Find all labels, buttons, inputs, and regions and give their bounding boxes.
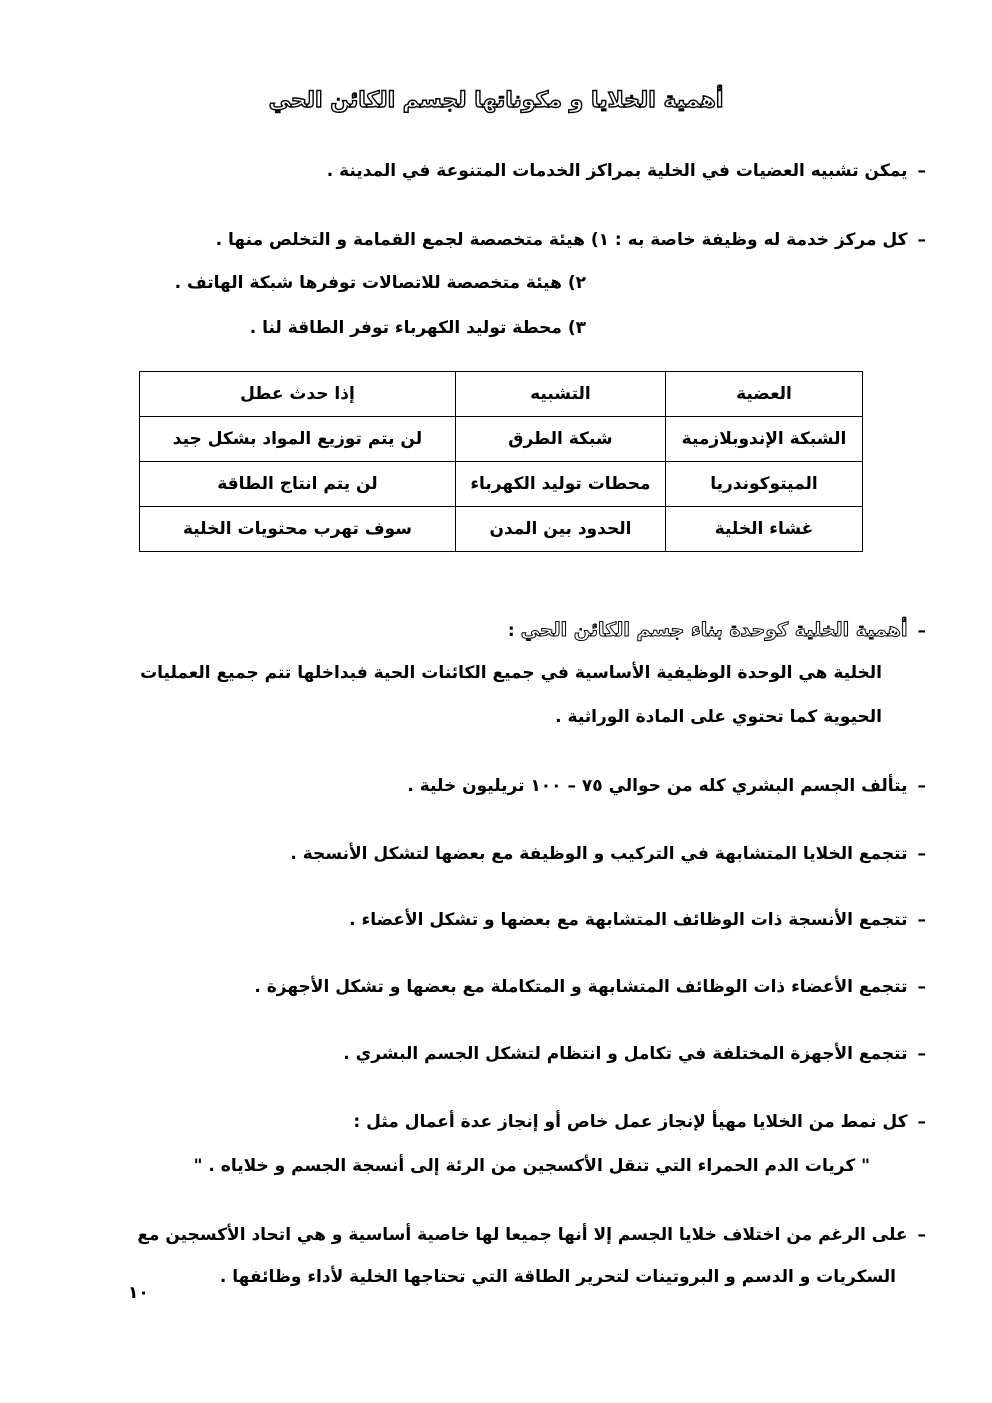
bullet-dash: – bbox=[917, 776, 926, 796]
definition-paragraph-line: الخلية هي الوحدة الوظيفية الأساسية في جميع الكائنات الحية فبداخلها تتم جميع العمليات bbox=[140, 663, 882, 683]
final-text-1: على الرغم من اختلاف خلايا الجسم إلا أنها جميعا لها خاصية أساسية و هي اتحاد الأكسجين مع bbox=[137, 1225, 908, 1245]
bullet-text: يتألف الجسم البشري كله من حوالي ٧٥ – ١٠٠ تريليون خلية . bbox=[407, 776, 908, 796]
intro-line bbox=[216, 227, 926, 253]
table-cell: لن يتم انتاج الطاقة bbox=[140, 462, 456, 507]
bullet-text: كل نمط من الخلايا مهيأ لإنجاز عمل خاص أو إنجاز عدة أعمال مثل : bbox=[353, 1112, 908, 1132]
section-heading-text: أهمية الخلية كوحدة بناء جسم الكائن الحي bbox=[520, 619, 908, 641]
bullet-dash: – bbox=[917, 844, 926, 864]
bullet-text: تتجمع الأنسجة ذات الوظائف المتشابهة مع بعضها و تشكل الأعضاء . bbox=[349, 910, 908, 930]
bullet-item bbox=[353, 1109, 926, 1135]
bullet-dash: – bbox=[917, 161, 926, 181]
section-heading bbox=[508, 617, 926, 644]
intro-sub-item: ٢) هيئة متخصصة للاتصالات توفرها شبكة الهاتف . bbox=[174, 273, 586, 293]
bullet-dash: – bbox=[917, 621, 926, 641]
table-row bbox=[140, 417, 863, 462]
table-cell: سوف تهرب محتويات الخلية bbox=[140, 507, 456, 552]
table-cell: الحدود بين المدن bbox=[455, 507, 665, 552]
organelle-table bbox=[139, 371, 863, 552]
bullet-text: تتجمع الأعضاء ذات الوظائف المتشابهة و المتكاملة مع بعضها و تشكل الأجهزة . bbox=[254, 977, 908, 997]
intro-text-2: كل مركز خدمة له وظيفة خاصة به : ١) هيئة متخصصة لجمع القمامة و التخلص منها . bbox=[215, 230, 908, 250]
page-title: أهمية الخلايا و مكوناتها لجسم الكائن الحي bbox=[268, 88, 724, 113]
example-quote: " كريات الدم الحمراء التي تنقل الأكسجين من الرئة إلى أنسجة الجسم و خلاياه . " bbox=[193, 1156, 870, 1176]
bullet-item bbox=[407, 773, 926, 799]
table-header-cell: العضية bbox=[665, 372, 862, 417]
table-cell: الميتوكوندريا bbox=[665, 462, 862, 507]
table-cell: الشبكة الإندوبلازمية bbox=[665, 417, 862, 462]
intro-sub-item: ٣) محطة توليد الكهرباء توفر الطاقة لنا . bbox=[249, 318, 586, 338]
definition-paragraph-line: الحيوية كما تحتوي على المادة الوراثية . bbox=[555, 707, 882, 727]
intro-text-1: يمكن تشبيه العضيات في الخلية بمراكز الخدمات المتنوعة في المدينة . bbox=[326, 161, 908, 181]
table-header-cell: إذا حدث عطل bbox=[140, 372, 456, 417]
table-cell: شبكة الطرق bbox=[455, 417, 665, 462]
bullet-dash: – bbox=[917, 230, 926, 250]
bullet-text: تتجمع الأجهزة المختلفة في تكامل و انتظام لتشكل الجسم البشري . bbox=[343, 1044, 908, 1064]
table-row bbox=[140, 507, 863, 552]
table-cell: محطات توليد الكهرباء bbox=[455, 462, 665, 507]
bullet-dash: – bbox=[917, 1225, 926, 1245]
bullet-dash: – bbox=[917, 1112, 926, 1132]
bullet-item bbox=[254, 974, 926, 1000]
page-number: ١٠ bbox=[128, 1283, 149, 1303]
section-heading-colon: : bbox=[507, 621, 515, 641]
final-paragraph-line bbox=[137, 1222, 926, 1248]
bullet-item bbox=[349, 907, 926, 933]
bullet-dash: – bbox=[917, 1044, 926, 1064]
final-paragraph-line: السكريات و الدسم و البروتينات لتحرير الطاقة التي تحتاجها الخلية لأداء وظائفها . bbox=[219, 1267, 896, 1287]
table-header-row bbox=[140, 372, 863, 417]
table-row bbox=[140, 462, 863, 507]
table-cell: لن يتم توزيع المواد بشكل جيد bbox=[140, 417, 456, 462]
intro-line bbox=[327, 158, 926, 184]
table-header-cell: التشبيه bbox=[455, 372, 665, 417]
table-cell: غشاء الخلية bbox=[665, 507, 862, 552]
bullet-item bbox=[343, 1041, 926, 1067]
bullet-dash: – bbox=[917, 910, 926, 930]
bullet-text: تتجمع الخلايا المتشابهة في التركيب و الوظيفة مع بعضها لتشكل الأنسجة . bbox=[290, 844, 908, 864]
bullet-dash: – bbox=[917, 977, 926, 997]
bullet-item bbox=[290, 841, 926, 867]
